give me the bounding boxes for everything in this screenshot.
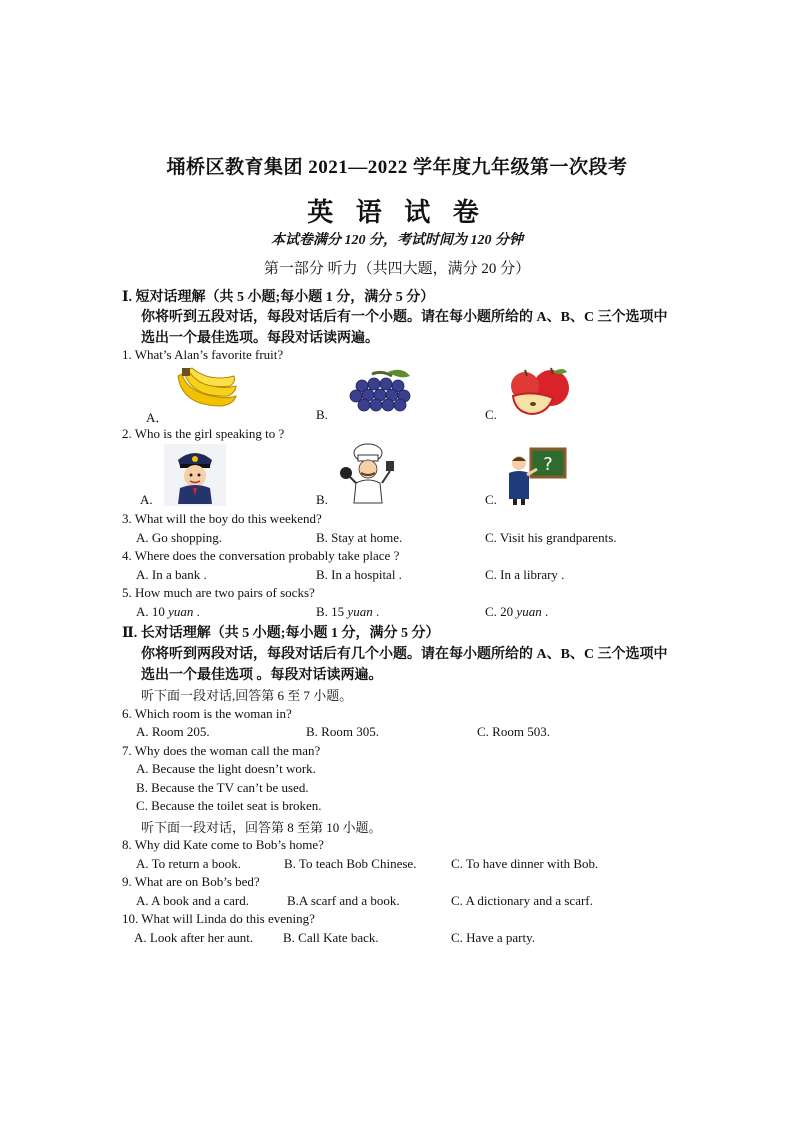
q1-option-b: B. [316, 407, 328, 422]
q9-option-a: A. A book and a card. [136, 893, 250, 908]
q5-option-a: A. 10 yuan . [136, 604, 200, 619]
q6-option-c: C. Room 503. [477, 724, 550, 739]
q10-option-c: C. Have a party. [451, 930, 535, 945]
question-4: 4. Where does the conversation probably take place ? [122, 548, 400, 563]
q4-option-a: A. In a bank . [136, 567, 207, 582]
q5-option-c: C. 20 yuan . [485, 604, 549, 619]
question-9: 9. What are on Bob’s bed? [122, 874, 260, 889]
q9-option-b: B.A scarf and a book. [287, 893, 400, 908]
q6-option-b: B. Room 305. [306, 724, 379, 739]
q1-option-a: A． [146, 410, 169, 425]
section2-instruction-line2: 选出一个最佳选项 。每段对话读两遍。 [141, 668, 383, 683]
question-3: 3. What will the boy do this weekend? [122, 511, 322, 526]
section2-instruction-line1: 你将听到两段对话，每段对话后有几个小题。请在每小题所给的 A、B、C 三个选项中 [141, 647, 668, 662]
subject-title: 英 语 试 卷 [307, 198, 487, 227]
apples-icon [503, 366, 577, 416]
q3-option-a: A. Go shopping. [136, 530, 222, 545]
svg-text:?: ? [543, 454, 553, 475]
q5-option-b: B. 15 yuan . [316, 604, 380, 619]
section1-instruction-line1: 你将听到五段对话，每段对话后有一个小题。请在每小题所给的 A、B、C 三个选项中 [141, 310, 668, 325]
exam-title: 埇桥区教育集团 2021—2022 学年度九年级第一次段考 [166, 157, 628, 178]
section1-instruction-line2: 选出一个最佳选项。每段对话读两遍。 [141, 331, 379, 346]
teacher-icon [505, 443, 567, 505]
section2-note-1: 听下面一段对话,回答第 6 至 7 小题。 [141, 688, 353, 703]
q10-option-a: A. Look after her aunt. [134, 930, 254, 945]
q8-option-c: C. To have dinner with Bob. [451, 856, 599, 871]
q8-option-b: B. To teach Bob Chinese. [284, 856, 417, 871]
question-8: 8. Why did Kate come to Bob’s home? [122, 837, 324, 852]
grapes-icon [342, 368, 424, 416]
q9-option-c: C. A dictionary and a scarf. [451, 893, 593, 908]
section2-heading: Ⅱ. 长对话理解（共 5 小题;每小题 1 分，满分 5 分） [122, 626, 440, 641]
exam-subtitle: 本试卷满分 120 分，考试时间为 120 分钟 [271, 233, 523, 248]
question-10: 10. What will Linda do this evening? [122, 911, 315, 926]
section1-heading: Ⅰ. 短对话理解（共 5 小题;每小题 1 分，满分 5 分） [122, 290, 435, 305]
q7-option-c: C. Because the toilet seat is broken. [136, 798, 322, 813]
chef-icon [336, 443, 400, 505]
q4-option-b: B. In a hospital . [316, 567, 402, 582]
q7-option-a: A. Because the light doesn’t work. [136, 761, 316, 776]
section2-note-2: 听下面一段对话，回答第 8 至第 10 小题。 [141, 820, 382, 835]
banana-icon [172, 366, 240, 412]
q4-option-c: C. In a library . [485, 567, 565, 582]
q6-option-a: A. Room 205. [136, 724, 210, 739]
question-7: 7. Why does the woman call the man? [122, 743, 321, 758]
q2-option-a: A. [140, 492, 153, 507]
q8-option-a: A. To return a book. [136, 856, 241, 871]
question-5: 5. How much are two pairs of socks? [122, 585, 315, 600]
q2-option-c: C. [485, 492, 497, 507]
q10-option-b: B. Call Kate back. [283, 930, 379, 945]
question-2: 2. Who is the girl speaking to ? [122, 426, 285, 441]
part-heading: 第一部分 听力（共四大题，满分 20 分） [263, 261, 531, 277]
question-6: 6. Which room is the woman in? [122, 706, 292, 721]
police-officer-icon [164, 444, 226, 506]
q7-option-b: B. Because the TV can’t be used. [136, 780, 309, 795]
q3-option-b: B. Stay at home. [316, 530, 403, 545]
q1-option-c: C. [485, 407, 497, 422]
q2-option-b: B. [316, 492, 328, 507]
question-1: 1. What’s Alan’s favorite fruit? [122, 347, 284, 362]
q3-option-c: C. Visit his grandparents. [485, 530, 617, 545]
